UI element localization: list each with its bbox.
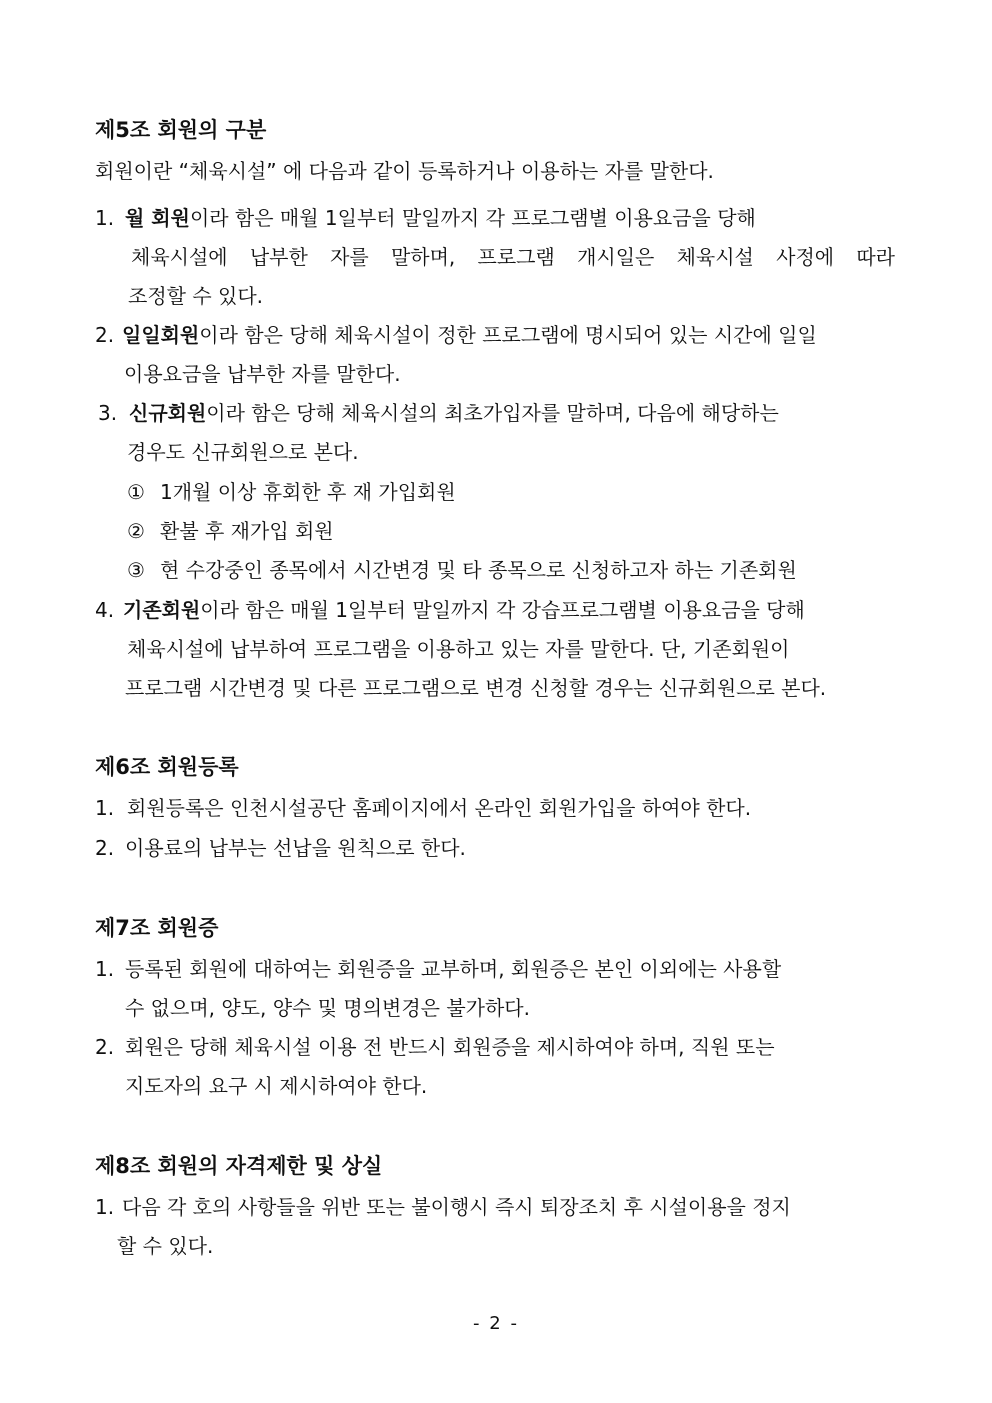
term-new-member: 신규회원 <box>129 401 207 425</box>
article-6-item-2: 이용료의 납부는 선납을 원칙으로 한다. <box>125 836 466 860</box>
article-6-item-1-number: 1. <box>95 796 115 820</box>
article-5-item-3-sub-1-mark: ① <box>127 480 145 504</box>
term-monthly-member: 월 회원 <box>125 206 190 230</box>
article-5-item-3-sub-3-mark: ③ <box>127 558 145 582</box>
article-7-item-1-line-1: 등록된 회원에 대하여는 회원증을 교부하며, 회원증은 본인 이외에는 사용할 <box>125 957 782 981</box>
article-5-title: 제5조 회원의 구분 <box>95 118 267 142</box>
article-5-item-4-text: 이라 함은 매월 1일부터 말일까지 각 강습프로그램별 이용요금을 당해 <box>200 598 805 622</box>
article-6-item-2-number: 2. <box>95 836 115 860</box>
article-5-item-3-sub-2: 환불 후 재가입 회원 <box>160 519 334 543</box>
article-5-item-2-line-2: 이용요금을 납부한 자를 말한다. <box>124 362 401 386</box>
article-5-intro: 회원이란 “체육시설” 에 다음과 같이 등록하거나 이용하는 자를 말한다. <box>95 159 714 183</box>
article-7-title: 제7조 회원증 <box>95 916 219 940</box>
article-7-item-1-number: 1. <box>95 957 115 981</box>
article-5-item-2-line-1 <box>122 321 887 349</box>
article-5-item-2-text: 이라 함은 당해 체육시설이 정한 프로그램에 명시되어 있는 시간에 일일 <box>199 323 817 347</box>
article-5-item-3-line-1 <box>129 399 897 427</box>
article-7-item-2-number: 2. <box>95 1035 115 1059</box>
term-daily-member: 일일회원 <box>122 323 200 347</box>
article-6-title: 제6조 회원등록 <box>95 755 239 779</box>
article-7-item-1-line-2: 수 없으며, 양도, 양수 및 명의변경은 불가하다. <box>125 996 530 1020</box>
article-8-item-1-line-1: 다음 각 호의 사항들을 위반 또는 불이행시 즉시 퇴장조치 후 시설이용을 정지 <box>122 1195 791 1219</box>
article-8-title: 제8조 회원의 자격제한 및 상실 <box>95 1154 383 1178</box>
page-number: - 2 - <box>473 1313 519 1334</box>
article-5-item-3-sub-3: 현 수강중인 종목에서 시간변경 및 타 종목으로 신청하고자 하는 기존회원 <box>160 558 797 582</box>
article-5-item-4-line-3: 프로그램 시간변경 및 다른 프로그램으로 변경 신청할 경우는 신규회원으로 본다. <box>125 676 827 700</box>
article-5-item-3-sub-2-mark: ② <box>127 519 145 543</box>
article-5-item-4-line-2: 체육시설에 납부하여 프로그램을 이용하고 있는 자를 말한다. 단, 기존회원이 <box>127 637 790 661</box>
article-5-item-4-line-1 <box>123 596 895 624</box>
article-8-item-1-line-2: 할 수 있다. <box>117 1234 214 1258</box>
article-7-item-2-line-1: 회원은 당해 체육시설 이용 전 반드시 회원증을 제시하여야 하며, 직원 또는 <box>125 1035 775 1059</box>
article-5-item-1-line-1 <box>125 204 895 232</box>
article-5-item-1-number: 1. <box>95 206 115 230</box>
article-7-item-2-line-2: 지도자의 요구 시 제시하여야 한다. <box>125 1074 428 1098</box>
article-5-item-1-line-3: 조정할 수 있다. <box>128 284 263 308</box>
article-5-item-4-number: 4. <box>95 598 115 622</box>
article-6-item-1: 회원등록은 인천시설공단 홈페이지에서 온라인 회원가입을 하여야 한다. <box>127 796 752 820</box>
article-5-item-1-text: 이라 함은 매월 1일부터 말일까지 각 프로그램별 이용요금을 당해 <box>189 206 756 230</box>
term-existing-member: 기존회원 <box>123 598 201 622</box>
article-5-item-1-line-2: 체육시설에 납부한 자를 말하며, 프로그램 개시일은 체육시설 사정에 따라 <box>131 245 895 269</box>
article-5-item-2-number: 2. <box>95 323 115 347</box>
article-5-item-3-line-2: 경우도 신규회원으로 본다. <box>127 440 359 464</box>
article-5-item-3-sub-1: 1개월 이상 휴회한 후 재 가입회원 <box>160 480 456 504</box>
article-8-item-1-number: 1. <box>95 1195 115 1219</box>
article-5-item-3-text: 이라 함은 당해 체육시설의 최초가입자를 말하며, 다음에 해당하는 <box>206 401 779 425</box>
article-5-item-3-number: 3. <box>98 401 118 425</box>
